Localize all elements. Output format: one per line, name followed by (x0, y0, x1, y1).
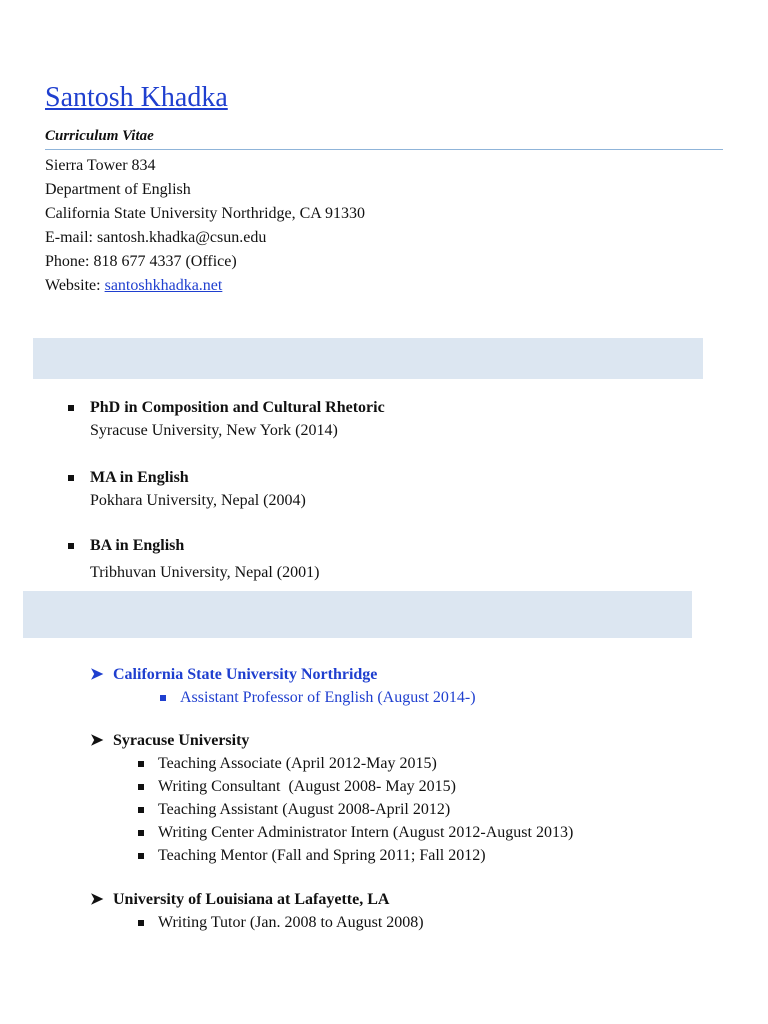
employer-name: Syracuse University (113, 732, 250, 749)
employer-heading (90, 663, 730, 686)
phone: Phone: 818 677 4337 (Office) (45, 253, 237, 270)
document-subtitle: Curriculum Vitae (45, 128, 154, 144)
website-line (45, 274, 365, 298)
role-item (90, 911, 730, 934)
role-text: Writing Center Administrator Intern (August 2012-August 2013) (158, 824, 574, 841)
role-item (90, 752, 730, 775)
square-bullet-icon (160, 695, 166, 701)
square-bullet-icon (138, 784, 144, 790)
institution: Tribhuvan University, Nepal (2001) (90, 564, 320, 581)
square-bullet-icon (68, 475, 74, 481)
role-text: Teaching Assistant (August 2008-April 2012) (158, 801, 451, 818)
address: California State University Northridge, CA 91330 (45, 205, 365, 222)
employment-entry (90, 888, 730, 934)
employer-name: University of Louisiana at Lafayette, LA (113, 891, 390, 908)
email: E-mail: santosh.khadka@csun.edu (45, 229, 267, 246)
education-item (68, 396, 668, 442)
employment-entry (90, 663, 730, 709)
square-bullet-icon (138, 761, 144, 767)
education-item (68, 534, 668, 584)
department: Department of English (45, 181, 191, 198)
name-heading-link[interactable]: Santosh Khadka (45, 82, 228, 113)
role-item (90, 686, 730, 709)
degree: MA in English (90, 469, 189, 486)
square-bullet-icon (138, 920, 144, 926)
employer-heading (90, 729, 730, 752)
employer-name: California State University Northridge (113, 666, 378, 683)
institution: Syracuse University, New York (2014) (90, 422, 338, 439)
square-bullet-icon (68, 405, 74, 411)
education-section-band (33, 338, 703, 379)
square-bullet-icon (138, 853, 144, 859)
square-bullet-icon (138, 807, 144, 813)
role-text: Teaching Mentor (Fall and Spring 2011; Fall 2012) (158, 847, 486, 864)
employer-heading (90, 888, 730, 911)
role-text: Assistant Professor of English (August 2014-) (180, 689, 476, 706)
arrow-bullet-icon: ➤ (90, 666, 104, 683)
square-bullet-icon (68, 543, 74, 549)
employment-section-band (23, 591, 692, 638)
role-item (90, 798, 730, 821)
role-text: Writing Consultant (August 2008- May 2015) (158, 778, 456, 795)
degree: PhD in Composition and Cultural Rhetoric (90, 399, 385, 416)
square-bullet-icon (138, 830, 144, 836)
office-location: Sierra Tower 834 (45, 157, 156, 174)
role-text: Writing Tutor (Jan. 2008 to August 2008) (158, 914, 424, 931)
header-divider (45, 149, 723, 150)
role-item (90, 844, 730, 867)
role-item (90, 775, 730, 798)
arrow-bullet-icon: ➤ (90, 732, 104, 749)
education-item (68, 466, 668, 512)
employment-entry (90, 729, 730, 867)
arrow-bullet-icon: ➤ (90, 891, 104, 908)
website-label: Website: (45, 277, 105, 294)
role-item (90, 821, 730, 844)
role-text: Teaching Associate (April 2012-May 2015) (158, 755, 437, 772)
website-link[interactable]: santoshkhadka.net (104, 277, 223, 294)
degree: BA in English (90, 537, 185, 554)
institution: Pokhara University, Nepal (2004) (90, 492, 306, 509)
contact-block (45, 154, 365, 298)
